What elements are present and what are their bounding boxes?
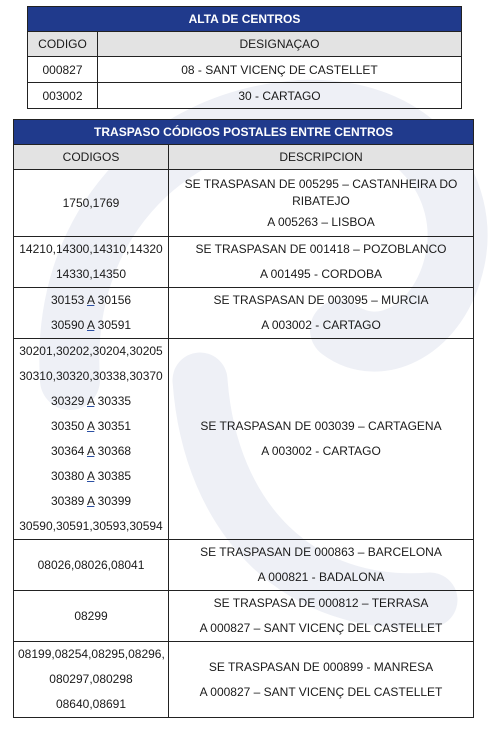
codigo-from: 30153: [50, 293, 85, 307]
codigo-from: 30380: [50, 469, 85, 483]
range-separator: A: [86, 318, 95, 332]
codigo-line: 08199,08254,08295,08296,: [18, 647, 165, 661]
traspaso-from: SE TRASPASAN DE 000863 – BARCELONA: [200, 545, 442, 559]
alta-code: 003002: [28, 83, 98, 109]
codigos-cell: [14, 288, 169, 339]
descripcion-cell: [169, 237, 474, 288]
codigo-to: 30351: [97, 419, 132, 433]
codigo-line: [18, 464, 164, 489]
codigo-line: [18, 313, 164, 338]
descripcion-cell: [169, 288, 474, 339]
traspaso-to: A 001495 - CORDOBA: [259, 267, 383, 281]
codigo-line: 30310,30320,30338,30370: [19, 369, 163, 383]
codigo-line: [18, 414, 164, 439]
traspaso-from: SE TRASPASAN DE 000899 - MANRESA: [208, 659, 434, 674]
codigo-to: 30368: [97, 444, 132, 458]
range-separator: A: [86, 419, 95, 433]
descripcion-cell: [169, 642, 474, 718]
table-row: [14, 642, 474, 718]
traspaso-title: TRASPASO CÓDIGOS POSTALES ENTRE CENTROS: [14, 120, 474, 145]
alta-header-designacao: DESIGNAÇAO: [98, 32, 462, 57]
codigo-line: [18, 288, 164, 313]
codigo-from: 30350: [50, 419, 85, 433]
range-separator: A: [86, 494, 95, 508]
codigo-from: 30329: [50, 394, 85, 408]
table-row: [14, 170, 474, 237]
range-separator: A: [86, 444, 95, 458]
codigos-cell: [14, 237, 169, 288]
traspaso-from: SE TRASPASAN DE 005295 – CASTANHEIRA DO RIBATEJO: [184, 176, 458, 208]
codigo-to: 30385: [97, 469, 132, 483]
alta-header-codigo: CODIGO: [28, 32, 98, 57]
traspaso-from: SE TRASPASAN DE 003039 – CARTAGENA: [200, 419, 442, 433]
codigo-line: 08640,08691: [55, 697, 127, 711]
descripcion-cell: [169, 591, 474, 642]
table-row: [14, 339, 474, 540]
traspaso-from: SE TRASPASA DE 000812 – TERRASA: [213, 596, 429, 610]
alta-name: 08 - SANT VICENÇ DE CASTELLET: [98, 57, 462, 83]
range-separator: A: [86, 394, 95, 408]
table-row: [14, 237, 474, 288]
traspaso-to: A 000827 – SANT VICENÇ DEL CASTELLET: [199, 684, 443, 699]
traspaso-header-codigos: CODIGOS: [14, 145, 169, 170]
codigo-line: [18, 489, 164, 514]
traspaso-codigos-table: [13, 119, 474, 718]
codigo-from: 30389: [50, 494, 85, 508]
traspaso-to: A 003002 - CARTAGO: [261, 318, 381, 332]
table-row: [14, 540, 474, 591]
codigo-line: [18, 389, 164, 414]
traspaso-from: SE TRASPASAN DE 001418 – POZOBLANCO: [195, 242, 447, 256]
codigo-line: [18, 439, 164, 464]
codigo-from: 30364: [50, 444, 85, 458]
range-separator: A: [86, 293, 95, 307]
codigo-line: 14330,14350: [55, 267, 127, 281]
codigo-line: 08299: [74, 608, 108, 623]
traspaso-to: A 000827 – SANT VICENÇ DEL CASTELLET: [199, 621, 443, 635]
codigo-to: 30591: [97, 318, 132, 332]
codigo-line: 14210,14300,14310,14320: [19, 242, 163, 256]
codigo-to: 30335: [97, 394, 132, 408]
table-row: [28, 57, 462, 83]
range-separator: A: [86, 469, 95, 483]
traspaso-header-descripcion: DESCRIPCION: [169, 145, 474, 170]
traspaso-to: A 003002 - CARTAGO: [261, 444, 381, 458]
alta-title: ALTA DE CENTROS: [28, 7, 462, 32]
table-row: [28, 83, 462, 109]
codigos-cell: [14, 642, 169, 718]
traspaso-from: SE TRASPASAN DE 003095 – MURCIA: [213, 293, 429, 307]
codigo-from: 30590: [50, 318, 85, 332]
codigo-to: 30399: [97, 494, 132, 508]
traspaso-to: A 000821 - BADALONA: [257, 570, 385, 584]
codigos-cell: [14, 339, 169, 540]
alta-code: 000827: [28, 57, 98, 83]
codigo-line: 30201,30202,30204,30205: [19, 344, 163, 358]
alta-name: 30 - CARTAGO: [98, 83, 462, 109]
codigo-to: 30156: [97, 293, 132, 307]
descripcion-cell: [169, 339, 474, 540]
codigo-line: 30590,30591,30593,30594: [19, 519, 163, 533]
codigo-line: 080297,080298: [49, 672, 133, 686]
traspaso-to: A 005263 – LISBOA: [267, 214, 375, 229]
table-row: [14, 591, 474, 642]
codigos-cell: [14, 540, 169, 591]
codigos-cell: [14, 170, 169, 237]
codigo-line: 1750,1769: [62, 195, 120, 210]
descripcion-cell: [169, 170, 474, 237]
codigo-line: 08026,08026,08041: [37, 557, 145, 572]
alta-de-centros-table: [27, 6, 462, 109]
table-row: [14, 288, 474, 339]
descripcion-cell: [169, 540, 474, 591]
codigos-cell: [14, 591, 169, 642]
